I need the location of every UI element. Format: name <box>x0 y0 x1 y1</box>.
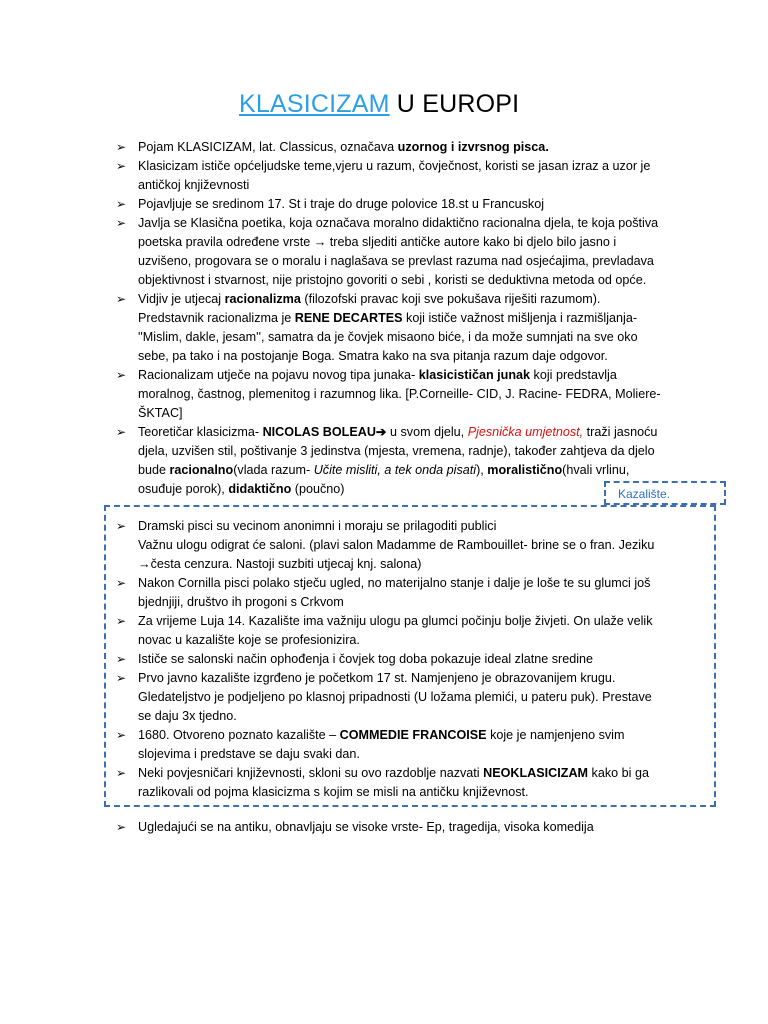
bullet-text: Javlja se Klasična poetika, koja označava moralno didaktično racionalna djela, te koja poštiva poetska pravila određene vrste → treba sljediti antičke autore kako bi djelo bilo jasno i uzvišeno, progovara se o moralu i naglašava se prevlast razuma nad osjećajima, prevladava objektivnost i stvarnost, nije pristojno govoriti o sebi , koristi se deduktivna metoda od opće. <box>138 216 659 287</box>
kazaliste-callout: Kazalište. <box>604 481 726 505</box>
bullet-text: Teoretičar klasicizma- <box>138 425 263 439</box>
bullet-text: RENE DECARTES <box>294 311 403 325</box>
bullet-text: NEOKLASICIZAM <box>483 766 589 780</box>
bullet-text: koji ističe važnost mišljenja i razmišljanja- ''Mislim, dakle, jesam'', samatra da je čovjek misaono biće, i da može sumnjati na sve oko sebe, pa tako i na postojanje Boga. Smatra kako na sva pitanja razum daje odgovor. <box>138 311 638 363</box>
bullet-text: traži jasnoću djela, uzvišen stil, poštivanje 3 jedinstva (mjesta, vremena, radnje), također zahtjeva da djelo bude <box>138 425 658 477</box>
bullet-text: u svom djelu, <box>386 425 468 439</box>
bullet-item <box>116 650 666 669</box>
bullet-text: moralistično <box>487 463 563 477</box>
arrow-bullet-icon: ➢ <box>116 614 127 628</box>
bullet-text: Pojam KLASICIZAM, lat. Classicus, označava <box>138 140 398 154</box>
bullet-text: Racionalizam utječe na pojavu novog tipa junaka- <box>138 368 419 382</box>
bullet-item <box>116 157 666 195</box>
arrow-bullet-icon: ➢ <box>116 292 127 306</box>
bullet-text: NICOLAS BOLEAU➔ <box>262 425 387 439</box>
page-title <box>239 90 519 119</box>
arrow-bullet-icon: ➢ <box>116 671 127 685</box>
bullet-text: Ugledajući se na antiku, obnavljaju se visoke vrste- Ep, tragedija, visoka komedija <box>138 820 594 834</box>
bullet-text: (poučno) <box>291 482 345 496</box>
bullet-text: Ističe se salonski način ophođenja i čovjek tog doba pokazuje ideal zlatne sredine <box>138 652 594 666</box>
bullet-item <box>116 214 666 290</box>
bullet-item <box>116 366 666 423</box>
bullet-text: uzornog i izvrsnog pisca. <box>397 140 549 154</box>
bullet-text: racionalizma <box>224 292 301 306</box>
arrow-bullet-icon: ➢ <box>116 728 127 742</box>
arrow-bullet-icon: ➢ <box>116 197 127 211</box>
bullet-text: kako bi ga razlikovali od pojma klasicizma s kojim se misli na antičku književnost. <box>138 766 649 799</box>
bullet-text: ), <box>476 463 488 477</box>
bullet-text: didaktično <box>228 482 292 496</box>
arrow-bullet-icon: ➢ <box>116 140 127 154</box>
bullet-text: Prvo javno kazalište izgrđeno je početkom 17 st. Namjenjeno je obrazovanijem krugu. Gledateljstvo je podjeljeno po klasnoj pripadnosti (U ložama plemići, u pateru puk). Prestave se daju 3x tjedno. <box>138 671 652 723</box>
bullet-text: Vidjiv je utjecaj <box>138 292 225 306</box>
bullet-item <box>116 517 666 536</box>
theatre-bullet-list <box>116 517 666 802</box>
bullet-text: COMMEDIE FRANCOISE <box>339 728 487 742</box>
bullet-text: 1680. Otvoreno poznato kazalište – <box>138 728 340 742</box>
arrow-bullet-icon: ➢ <box>116 766 127 780</box>
bullet-item <box>116 536 666 574</box>
bullet-item <box>116 669 666 726</box>
intro-bullet-list <box>116 138 666 499</box>
bullet-item <box>116 423 666 499</box>
bullet-text: Važnu ulogu odigrat će saloni. (plavi salon Madamme de Rambouillet- brine se o fran. Jeziku →česta cenzura. Nastoji suzbiti utjecaj knj. salona) <box>138 538 655 571</box>
bullet-text: Pjesnička umjetnost, <box>467 425 584 439</box>
bullet-item <box>116 764 666 802</box>
bullet-text: koje je namjenjeno svim slojevima i predstave se daju svaki dan. <box>138 728 625 761</box>
bullet-item <box>116 818 666 837</box>
title-u-europi: U EUROPI <box>389 90 520 118</box>
closing-bullet-list <box>116 818 666 837</box>
arrow-bullet-icon: ➢ <box>116 519 127 533</box>
bullet-text: Nakon Cornilla pisci polako stječu ugled, no materijalno stanje i dalje je loše te su glumci još bjednjiji, društvo ih progoni s Crkvom <box>138 576 651 609</box>
bullet-text: Neki povjesničari književnosti, skloni su ovo razdoblje nazvati <box>138 766 484 780</box>
bullet-text: klasicističan junak <box>418 368 531 382</box>
arrow-bullet-icon: ➢ <box>116 820 127 834</box>
bullet-text: (vlada razum- <box>233 463 314 477</box>
bullet-item <box>116 290 666 366</box>
arrow-bullet-icon: ➢ <box>116 216 127 230</box>
arrow-bullet-icon: ➢ <box>116 652 127 666</box>
bullet-text: Učite misliti, a tek onda pisati <box>313 463 477 477</box>
arrow-bullet-icon: ➢ <box>116 425 127 439</box>
bullet-text: Za vrijeme Luja 14. Kazalište ima važniju ulogu pa glumci počinju bolje živjeti. On ulaže velik novac u kazalište koje se profesionizira. <box>138 614 653 647</box>
bullet-text: koji predstavlja moralnog, častnog, plemenitog i razumnog lika. [P.Corneille- CID, J. Racine- FEDRA, Moliere-ŠKTAC] <box>138 368 661 420</box>
bullet-item <box>116 195 666 214</box>
bullet-text: Klasicizam ističe općeljudske teme,vjeru u razum, čovječnost, koristi se jasan izraz a uzor je antičkoj književnosti <box>138 159 651 192</box>
bullet-item <box>116 726 666 764</box>
arrow-bullet-icon: ➢ <box>116 368 127 382</box>
bullet-text: (filozofski pravac koji sve pokušava riješiti razumom). Predstavnik racionalizma je <box>138 292 601 325</box>
title-klasicizam: KLASICIZAM <box>239 90 390 118</box>
bullet-item <box>116 612 666 650</box>
bullet-text: Pojavljuje se sredinom 17. St i traje do druge polovice 18.st u Francuskoj <box>138 197 545 211</box>
arrow-bullet-icon: ➢ <box>116 159 127 173</box>
arrow-bullet-icon: ➢ <box>116 576 127 590</box>
bullet-text: racionalno <box>169 463 234 477</box>
bullet-item <box>116 574 666 612</box>
bullet-text: Dramski pisci su vecinom anonimni i moraju se prilagoditi publici <box>138 519 497 533</box>
bullet-item <box>116 138 666 157</box>
bullet-text: (hvali vrlinu, osuđuje porok), <box>138 463 630 496</box>
